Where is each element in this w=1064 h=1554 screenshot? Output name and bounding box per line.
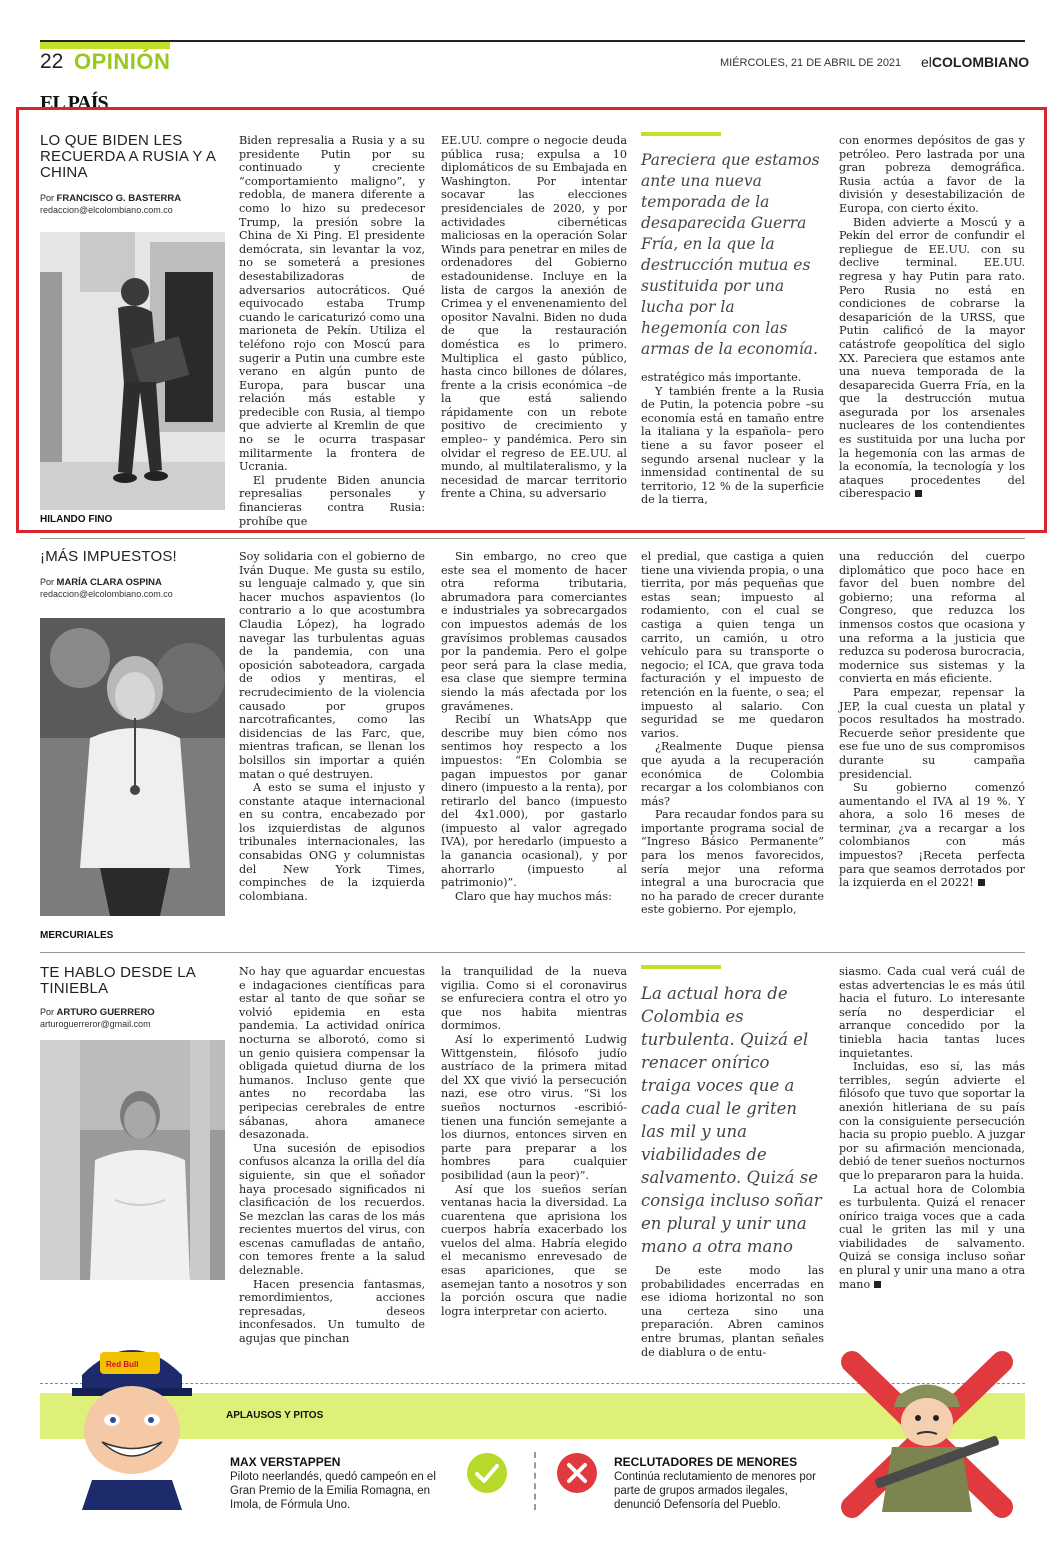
section-divider <box>40 952 1025 953</box>
aplauso-name: MAX VERSTAPPEN <box>230 1455 341 1469</box>
quote-accent-bar <box>641 965 721 969</box>
article-column-1: Biden represalia a Rusia y a su presidente Putin por su continuado y creciente “comportamiento maligno”, y redobla, de manera diferente a como lo hizo su predecesor Trump, la presión sobre la China de Xi Ping. El presidente demócrata, sin levantar la voz, no se someterá a presiones desestabilizadoras de adversarios autocráticos. Qué equivocado estaba Trump cuando le caricaturizó como una marioneta de Pekín. Utiliza el teléfono rojo con Moscú para sugerir a Putin una cumbre este verano en algún punto de Europa, para buscar una relación más estable y predecible con Rusia, al tiempo que advierte al Kremlin de que no se le ocurra traspasar militarmente la frontera de Ucrania. El prudente Biden anuncia represalias personales y financieras contra Rusia: prohíbe que <box>239 134 425 528</box>
verstappen-caricature <box>62 1330 202 1510</box>
aplausos-title: APLAUSOS Y PITOS <box>226 1410 324 1421</box>
article-column-1: Soy solidaria con el gobierno de Iván Duque. Me gusta su estilo, su lenguaje calmado y, que sin hacer muchos aspavientos (lo contrario a lo que acostumbra Claudia López), ha logrado navegar las turbulentas aguas de la pandemia, con una oposición saboteadora, cargada de odios y mentiras, el recrudecimiento de la violencia causado por grupos narcotraficantes, como las disidencias de las Farc, que, mientras trafican, se llenan los bolsillos sin importar a quién matan o qué destruyen. A esto se suma el injusto y constante ataque internacional en su contra, encabezado por los izquierdistas de algunos tribunales internacionales, las consabidas ONG y columnistas del New York Times, compinches de la izquierda colombiana. <box>239 550 425 903</box>
header-rule <box>40 40 1025 42</box>
article-column-3: estratégico más importante. Y también frente a la Rusia de Putin, la potencia pobre –su economía está en tamaño entre la italiana y la española– pero tiene a su favor poseer el segundo arsenal nuclear y la inmensidad continental de su territorio, 12 % de la superficie de la tierra, <box>641 371 824 507</box>
pull-quote: Pareciera que estamos ante una nueva temporada de la desaparecida Guerra Fría, en la que la destrucción mutua es sustituida por una lucha por la hegemonía con las armas de la economía. <box>641 151 820 358</box>
highlight-box <box>16 107 1047 533</box>
byline: Por ARTURO GUERRERO <box>40 1007 155 1018</box>
column-name: MERCURIALES <box>40 930 114 941</box>
article-column-4: una reducción del cuerpo diplomático que poco hace en favor del buen nombre del gobierno; una reforma al Congreso, que reduzca los inmensos costos que ocasiona y una reforma a la justicia que reduzca su poderosa burocracia, modernice sus sistemas y la convierta en más eficiente. Para empezar, repensar la JEP, la cual cuesta un platal y pocos resultados ha mostrado. Recuerde señor presidente que ese fue uno de sus compromisos durante su campaña presidencial. Su gobierno comenzó aumentando el IVA al 19 %. Y ahora, a solo 16 meses de terminar, ¿va a recargar a los colombianos con más impuestos? ¡Receta perfecta para que seamos derrotados por la izquierda en el 2022! <box>839 550 1025 890</box>
end-mark <box>874 1281 881 1288</box>
section-divider <box>40 538 1025 539</box>
author-email: arturoguerreror@gmail.com <box>40 1019 151 1029</box>
author-photo <box>40 618 225 916</box>
article-column-3: De este modo las probabilidades encerradas en ese idioma horizontal no son una certeza sino una preparación. Abren caminos entre brumas, plantan señales de diablura o de entu- <box>641 1264 824 1359</box>
pito-name: RECLUTADORES DE MENORES <box>614 1455 798 1469</box>
article-title: TE HABLO DESDE LA TINIEBLA <box>40 964 196 997</box>
cap-logo-text: Red Bull <box>106 1360 139 1369</box>
close-icon <box>556 1452 598 1494</box>
article-column-4: siasmo. Cada cual verá cuál de estas advertencias le es más útil hacia el futuro. Lo interesante sería no desperdiciar el arranque concedido por la tiniebla hacia tantas luces inquietantes. Incluidas, eso sí, las más terribles, según advierte el filósofo que tuvo que soportar la anexión hitleriana de su país con la consiguiente persecución hacia su propio pueblo. A juzgar por su afirmación mencionada, debió de tener sueños nocturnos que lo prepararon para la huida. La actual hora de Colombia es turbulenta. Quizá el renacer onírico traiga voces que a cada cual le griten las mil y una viabilidades de salvamento. Quizá se consiga incluso soñar en plural y unir una mano a otra mano <box>839 965 1025 1291</box>
aplauso-text: Piloto neerlandés, quedó campeón en el Gran Premio de la Emilia Romagna, en Imola, de Fórmula Uno. <box>230 1471 436 1511</box>
end-mark <box>978 879 985 886</box>
pull-quote: La actual hora de Colombia es turbulenta. Quizá el renacer onírico traiga voces que a cada cual le griten las mil y una viabilidades de salvamento. Quizá se consiga incluso soñar en plural y unir una mano a otra mano <box>641 984 822 1256</box>
pito-text: Continúa reclutamiento de menores por parte de grupos armados ilegales, denunció Defensoría del Pueblo. <box>614 1471 817 1511</box>
article-column-2: la tranquilidad de la nueva vigilia. Como si el coronavirus se enfureciera contra el otro yo que nos habita mientras dormimos. Así lo experimentó Ludwig Wittgenstein, filósofo judío austríaco de la primera mitad del XX que vivió la persecución nazi, ese otro virus. “Si los sueños nocturnos -escribió- tienen una función semejante a los diurnos, entonces sirven en parte para preparar a los hombres para cualquier posibilidad (aun la peor)”. Así que los sueños serían ventanas hacia la diversidad. La cuarentena que aprisiona los cuerpos habría exacerbado los vuelos del alma. Habría elegido el mecanismo enrevesado de esas apariciones, que se asemejan tanto a nosotros y son la porción oscura que nadie logra interpretar con acierto. <box>441 965 627 1318</box>
author-email: redaccion@elcolombiano.com.co <box>40 589 173 599</box>
article-title: LO QUE BIDEN LES RECUERDA A RUSIA Y A CHINA <box>40 132 216 181</box>
byline: Por MARÍA CLARA OSPINA <box>40 577 162 588</box>
article-column-1: No hay que aguardar encuestas e indagaciones científicas para estar al tanto de que soñar se volvió epidemia en esta pandemia. La actividad onírica nocturna se alborotó, como si un genio quisiera compensar la obligada quietud diurna de los humanos. Incluso gente que antes no recordaba las peripecias cerebrales de entre sábanas, ahora amanece desazonada. Una sucesión de episodios confusos alcanza la orilla del día siguiente, sin que el soñador haya procesado significados ni clasificación de los recuerdos. Se mezclan las caras de los más recientes muertos del virus, con escenas camufladas de antaño, con temores frente a la salud deleznable. Hacen presencia fantasmas, remordimientos, acciones represadas, deseos inconfesados. Un tumulto de agujas que pinchan <box>239 965 425 1346</box>
section-accent-bar <box>40 42 170 49</box>
article-column-2: EE.UU. compre o negocie deuda pública rusa; expulsa a 10 diplomáticos de su Embajada en Washington. Por intentar socavar las elecciones presidenciales de 2020, y por actividades cibernéticas maliciosas en la operación Solar Winds para penetrar en miles de ordenadores del Gobierno estadounidense. Incluye en la lista de cargos la anexión de Crimea y el envenenamiento del opositor Navalni. Biden no duda de que la restauración doméstica es lo primero. Multiplica el gasto público, hasta cinco billones de dólares, frente a la crisis económica –de la que está saliendo rápidamente con un rebote positivo de crecimiento y empleo– y pandémica. Pero sin olvidar el regreso de EE.UU. al mundo, al multilateralismo, y la necesidad de marcar territorio frente a China, su adversario <box>441 134 627 501</box>
page-number: 22 <box>40 50 64 73</box>
article-column-3: el predial, que castiga a quien tiene una vivienda propia, o una tierrita, por más pequeñas que estas sean; impuesto al rodamiento, con el cual se castiga a quien tenga un carrito, un camión, u otro vehículo para su transporte o negocio; el ICA, que grava toda facturación y el impuesto de retención en la fuente, o sea; el impuesto al salario. Con seguridad se me quedaron varios. ¿Realmente Duque piensa que ayuda a la recuperación económica de Colombia recargar a los colombianos con más? Para recaudar fondos para su importante programa social de “Ingreso Básico Permanente” para los menos favorecidos, sería mejor una reforma integral a una burocracia que no ha parado de crecer durante este gobierno. Por ejemplo, <box>641 550 824 917</box>
check-icon <box>466 1452 508 1494</box>
article-title: ¡MÁS IMPUESTOS! <box>40 548 177 565</box>
el-pais-stamp: EL PAÍS <box>40 92 108 114</box>
article-column-4: con enormes depósitos de gas y petróleo. Pero lastrada por una gran pobreza demográfica. Rusia actúa a favor de la división y desestabilización de Europa, con cierto éxito. Biden advierte a Moscú y a Pekín del error de confundir el repliegue de EE.UU. con su declive terminal. EE.UU. regresa y hay Putin para rato. Pero Rusia no está en condiciones de cobrarse la desaparición de la URSS, que Putin calificó de la mayor catástrofe geopolítica del siglo XX. Pareciera que estamos ante una nueva temporada de la desaparecida Guerra Fría, en la que la destrucción mutua asegurada por los arsenales nucleares de los contendientes es sustituida por una lucha por la hegemonía con las armas de la economía, la tecnología y los ataques procedentes del ciberespacio <box>839 134 1025 501</box>
article-column-2: Sin embargo, no creo que este sea el momento de hacer otra reforma tributaria, abrumadora para comerciantes e industriales ya sobrecargados con impuestos además de los gravísimos problemas causados por la pandemia. Pero el golpe peor será para la clase media, esa clase que siempre termina siendo la más afectada por los gravámenes. Recibí un WhatsApp que describe muy bien cómo nos sentimos hoy respecto a los impuestos: “En Colombia se pagan impuestos por ganar dinero (impuesto a la renta), por retirarlo del banco (impuesto del 4x1.000), por gastarlo (impuesto al valor agregado IVA), por heredarlo (impuesto a la ganancia ocasional), y por ahorrarlo (impuesto al patrimonio)”. Claro que hay muchos más: <box>441 550 627 903</box>
section-name: OPINIÓN <box>74 49 171 74</box>
aplausos-divider <box>534 1452 536 1510</box>
byline: Por FRANCISCO G. BASTERRA <box>40 193 182 204</box>
soldier-caricature <box>832 1352 1022 1517</box>
author-email: redaccion@elcolombiano.com.co <box>40 205 173 215</box>
author-photo <box>40 1040 225 1280</box>
newspaper-logo: elCOLOMBIANO <box>921 54 1030 70</box>
issue-date: MIÉRCOLES, 21 DE ABRIL DE 2021 <box>720 57 902 69</box>
column-name: HILANDO FINO <box>40 514 113 525</box>
